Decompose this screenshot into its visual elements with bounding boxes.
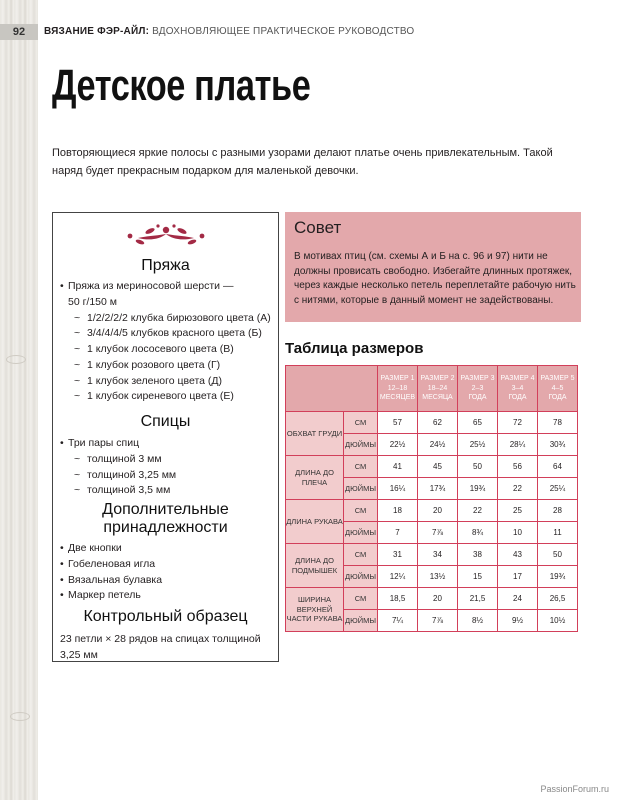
table-cell: 12¼: [378, 566, 418, 588]
size-table-title: Таблица размеров: [285, 340, 424, 357]
list-item: ~ толщиной 3,25 мм: [60, 468, 275, 484]
table-cell: 18,5: [378, 588, 418, 610]
size-header: РАЗМЕР 3 2–3 ГОДА: [458, 366, 498, 412]
table-cell: 62: [418, 412, 458, 434]
table-cell: 65: [458, 412, 498, 434]
materials-box: [52, 212, 279, 662]
unit-cell: СМ: [344, 456, 378, 478]
book-title: ВЯЗАНИЕ ФЭР-АЙЛ:: [44, 26, 150, 37]
table-cell: 72: [498, 412, 538, 434]
size-header: РАЗМЕР 4 3–4 ГОДА: [498, 366, 538, 412]
table-cell: 56: [498, 456, 538, 478]
table-cell: 7⅞: [418, 610, 458, 632]
table-cell: 50: [458, 456, 498, 478]
book-subtitle: ВДОХНОВЛЯЮЩЕЕ ПРАКТИЧЕСКОЕ РУКОВОДСТВО: [152, 26, 415, 37]
list-item: • Пряжа из мериносовой шерсти — 50 г/150 м: [60, 279, 275, 311]
list-item: ~ 1 клубок розового цвета (Г): [60, 358, 275, 374]
yarn-list: [60, 279, 275, 405]
table-cell: 15: [458, 566, 498, 588]
unit-cell: ДЮЙМЫ: [344, 478, 378, 500]
gauge-heading: Контрольный образец: [83, 608, 248, 625]
table-cell: 19¾: [458, 478, 498, 500]
table-cell: 31: [378, 544, 418, 566]
table-cell: 78: [538, 412, 578, 434]
table-cell: 30¾: [538, 434, 578, 456]
table-cell: 57: [378, 412, 418, 434]
wood-knot: [10, 712, 30, 721]
table-cell: 34: [418, 544, 458, 566]
table-cell: 16¼: [378, 478, 418, 500]
table-cell: 7: [378, 522, 418, 544]
wood-texture-strip: [0, 0, 38, 800]
table-cell: 25¼: [538, 478, 578, 500]
watermark: PassionForum.ru: [540, 784, 609, 794]
page-title: Детское платье: [52, 61, 311, 110]
table-cell: 28: [538, 500, 578, 522]
list-item: • Вязальная булавка: [60, 573, 275, 589]
table-header-row: [286, 366, 578, 412]
table-cell: 28¼: [498, 434, 538, 456]
table-cell: 22½: [378, 434, 418, 456]
table-cell: 19¾: [538, 566, 578, 588]
table-cell: 64: [538, 456, 578, 478]
needles-list: [60, 436, 275, 499]
list-item: • Три пары спиц: [60, 436, 275, 452]
table-cell: 45: [418, 456, 458, 478]
measurement-label: ОБХВАТ ГРУДИ: [286, 412, 344, 456]
list-item: • Две кнопки: [60, 541, 275, 557]
running-head: [44, 26, 414, 37]
table-row: [286, 544, 578, 566]
table-cell: 10½: [538, 610, 578, 632]
size-header: РАЗМЕР 5 4–5 ГОДА: [538, 366, 578, 412]
gauge-text: 23 петли × 28 рядов на спицах толщиной 3,25 мм: [60, 633, 261, 661]
table-cell: 25½: [458, 434, 498, 456]
list-item: • Маркер петель: [60, 588, 275, 604]
measurement-label: ШИРИНА ВЕРХНЕЙ ЧАСТИ РУКАВА: [286, 588, 344, 632]
unit-cell: ДЮЙМЫ: [344, 610, 378, 632]
size-header: РАЗМЕР 1 12–18 МЕСЯЦЕВ: [378, 366, 418, 412]
table-row: [286, 588, 578, 610]
measurement-label: ДЛИНА ДО ПЛЕЧА: [286, 456, 344, 500]
table-cell: 8½: [458, 610, 498, 632]
unit-cell: СМ: [344, 544, 378, 566]
table-cell: 17¾: [418, 478, 458, 500]
table-cell: 38: [458, 544, 498, 566]
table-cell: 26,5: [538, 588, 578, 610]
table-cell: 25: [498, 500, 538, 522]
list-item: ~ толщиной 3 мм: [60, 452, 275, 468]
table-cell: 13½: [418, 566, 458, 588]
unit-cell: СМ: [344, 412, 378, 434]
unit-cell: СМ: [344, 500, 378, 522]
table-corner: [286, 366, 378, 412]
table-cell: 17: [498, 566, 538, 588]
unit-cell: СМ: [344, 588, 378, 610]
list-item: ~ 3/4/4/4/5 клубков красного цвета (Б): [60, 326, 275, 342]
table-cell: 41: [378, 456, 418, 478]
list-item: ~ 1 клубок зеленого цвета (Д): [60, 374, 275, 390]
notions-heading: Дополнительные принадлежности: [102, 501, 229, 537]
table-cell: 24½: [418, 434, 458, 456]
table-cell: 21,5: [458, 588, 498, 610]
table-cell: 18: [378, 500, 418, 522]
table-cell: 22: [498, 478, 538, 500]
unit-cell: ДЮЙМЫ: [344, 434, 378, 456]
unit-cell: ДЮЙМЫ: [344, 522, 378, 544]
unit-cell: ДЮЙМЫ: [344, 566, 378, 588]
tip-text: В мотивах птиц (см. схемы А и Б на с. 96 и 97) нити не должны провисать свободно. Избегайте длинных протяжек, через каждые несколько петель переплетайте рабочую нить с нитями, которые в данный момент не задействованы.: [294, 251, 576, 306]
floral-ornament-icon: [120, 221, 212, 247]
table-cell: 7¼: [378, 610, 418, 632]
intro-text: Повторяющиеся яркие полосы с разными узорами делают платье очень привлекательным. Такой наряд будет прекрасным подарком для маленькой девочки.: [52, 147, 553, 177]
table-cell: 8¾: [458, 522, 498, 544]
table-cell: 7⅞: [418, 522, 458, 544]
size-header: РАЗМЕР 2 18–24 МЕСЯЦА: [418, 366, 458, 412]
list-item: ~ 1/2/2/2/2 клубка бирюзового цвета (А): [60, 311, 275, 327]
wood-knot: [6, 355, 26, 364]
size-table: [285, 365, 578, 632]
list-item: ~ 1 клубок сиреневого цвета (Е): [60, 389, 275, 405]
tip-box: [285, 212, 581, 322]
table-cell: 20: [418, 500, 458, 522]
table-cell: 9½: [498, 610, 538, 632]
tip-heading: Совет: [294, 218, 342, 237]
table-cell: 43: [498, 544, 538, 566]
page-number: 92: [0, 24, 38, 40]
table-cell: 22: [458, 500, 498, 522]
table-row: [286, 412, 578, 434]
table-cell: 20: [418, 588, 458, 610]
measurement-label: ДЛИНА РУКАВА: [286, 500, 344, 544]
notions-list: [60, 541, 275, 604]
list-item: ~ 1 клубок лососевого цвета (В): [60, 342, 275, 358]
measurement-label: ДЛИНА ДО ПОДМЫШЕК: [286, 544, 344, 588]
table-cell: 50: [538, 544, 578, 566]
list-item: ~ толщиной 3,5 мм: [60, 483, 275, 499]
list-item: • Гобеленовая игла: [60, 557, 275, 573]
table-row: [286, 456, 578, 478]
needles-heading: Спицы: [140, 413, 191, 430]
table-cell: 10: [498, 522, 538, 544]
yarn-heading: Пряжа: [141, 257, 190, 274]
table-row: [286, 500, 578, 522]
table-cell: 11: [538, 522, 578, 544]
table-cell: 24: [498, 588, 538, 610]
